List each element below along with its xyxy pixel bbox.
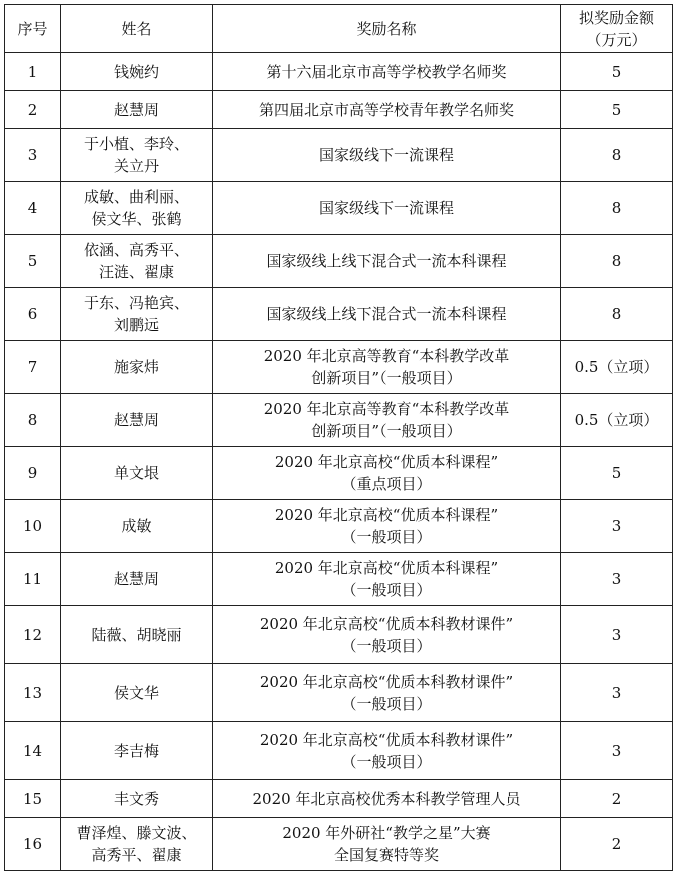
cell-award: 2020 年北京高校“优质本科教材课件” （一般项目） <box>213 722 561 780</box>
cell-award: 国家级线上线下混合式一流本科课程 <box>213 288 561 341</box>
cell-index: 11 <box>5 553 61 606</box>
cell-amount: 5 <box>561 447 673 500</box>
table-row <box>5 288 673 341</box>
cell-name: 单文垠 <box>61 447 213 500</box>
cell-award: 2020 年北京高等教育“本科教学改革 创新项目”（一般项目） <box>213 341 561 394</box>
header-name: 姓名 <box>61 5 213 53</box>
cell-name: 成敏 <box>61 500 213 553</box>
cell-name: 曹泽煌、滕文波、 高秀平、翟康 <box>61 818 213 871</box>
table-row <box>5 664 673 722</box>
cell-amount: 2 <box>561 780 673 818</box>
cell-index: 9 <box>5 447 61 500</box>
cell-award: 2020 年北京高校“优质本科课程” （一般项目） <box>213 553 561 606</box>
cell-name: 成敏、曲利丽、 侯文华、张鹤 <box>61 182 213 235</box>
table-row <box>5 91 673 129</box>
cell-name: 李吉梅 <box>61 722 213 780</box>
cell-name: 陆薇、胡晓丽 <box>61 606 213 664</box>
cell-amount: 2 <box>561 818 673 871</box>
cell-award: 2020 年北京高校优秀本科教学管理人员 <box>213 780 561 818</box>
table-row <box>5 447 673 500</box>
header-award: 奖励名称 <box>213 5 561 53</box>
cell-name: 钱婉约 <box>61 53 213 91</box>
cell-award: 2020 年北京高等教育“本科教学改革 创新项目”（一般项目） <box>213 394 561 447</box>
cell-award: 2020 年北京高校“优质本科教材课件” （一般项目） <box>213 606 561 664</box>
cell-name: 赵慧周 <box>61 553 213 606</box>
cell-amount: 8 <box>561 182 673 235</box>
cell-index: 6 <box>5 288 61 341</box>
cell-amount: 5 <box>561 53 673 91</box>
cell-index: 8 <box>5 394 61 447</box>
table-row <box>5 818 673 871</box>
cell-amount: 8 <box>561 129 673 182</box>
cell-amount: 5 <box>561 91 673 129</box>
cell-index: 2 <box>5 91 61 129</box>
cell-index: 7 <box>5 341 61 394</box>
cell-amount: 3 <box>561 500 673 553</box>
cell-index: 3 <box>5 129 61 182</box>
cell-amount: 3 <box>561 553 673 606</box>
cell-index: 12 <box>5 606 61 664</box>
table-row <box>5 780 673 818</box>
cell-award: 2020 年北京高校“优质本科课程” （重点项目） <box>213 447 561 500</box>
table-row <box>5 53 673 91</box>
cell-amount: 0.5（立项） <box>561 341 673 394</box>
cell-name: 丰文秀 <box>61 780 213 818</box>
cell-index: 10 <box>5 500 61 553</box>
table-row <box>5 394 673 447</box>
cell-name: 于东、冯艳宾、 刘鹏远 <box>61 288 213 341</box>
cell-amount: 8 <box>561 235 673 288</box>
cell-award: 国家级线下一流课程 <box>213 129 561 182</box>
table-row <box>5 182 673 235</box>
cell-award: 第四届北京市高等学校青年教学名师奖 <box>213 91 561 129</box>
header-amount: 拟奖励金额 （万元） <box>561 5 673 53</box>
cell-name: 侯文华 <box>61 664 213 722</box>
header-index: 序号 <box>5 5 61 53</box>
cell-amount: 0.5（立项） <box>561 394 673 447</box>
cell-name: 于小植、李玲、 关立丹 <box>61 129 213 182</box>
award-table <box>4 4 673 871</box>
cell-index: 13 <box>5 664 61 722</box>
cell-index: 5 <box>5 235 61 288</box>
cell-award: 2020 年北京高校“优质本科课程” （一般项目） <box>213 500 561 553</box>
cell-amount: 3 <box>561 722 673 780</box>
cell-amount: 3 <box>561 606 673 664</box>
table-row <box>5 341 673 394</box>
table-row <box>5 553 673 606</box>
table-row <box>5 606 673 664</box>
cell-index: 1 <box>5 53 61 91</box>
cell-name: 赵慧周 <box>61 394 213 447</box>
table-row <box>5 129 673 182</box>
cell-name: 依涵、高秀平、 汪涟、翟康 <box>61 235 213 288</box>
cell-index: 16 <box>5 818 61 871</box>
cell-award: 第十六届北京市高等学校教学名师奖 <box>213 53 561 91</box>
cell-index: 14 <box>5 722 61 780</box>
table-row <box>5 500 673 553</box>
cell-amount: 8 <box>561 288 673 341</box>
cell-amount: 3 <box>561 664 673 722</box>
table-row <box>5 722 673 780</box>
cell-name: 赵慧周 <box>61 91 213 129</box>
cell-award: 2020 年北京高校“优质本科教材课件” （一般项目） <box>213 664 561 722</box>
table-row <box>5 235 673 288</box>
cell-award: 2020 年外研社“教学之星”大赛 全国复赛特等奖 <box>213 818 561 871</box>
cell-award: 国家级线上线下混合式一流本科课程 <box>213 235 561 288</box>
cell-award: 国家级线下一流课程 <box>213 182 561 235</box>
cell-index: 15 <box>5 780 61 818</box>
cell-name: 施家炜 <box>61 341 213 394</box>
table-header-row <box>5 5 673 53</box>
table-body <box>5 53 673 871</box>
cell-index: 4 <box>5 182 61 235</box>
